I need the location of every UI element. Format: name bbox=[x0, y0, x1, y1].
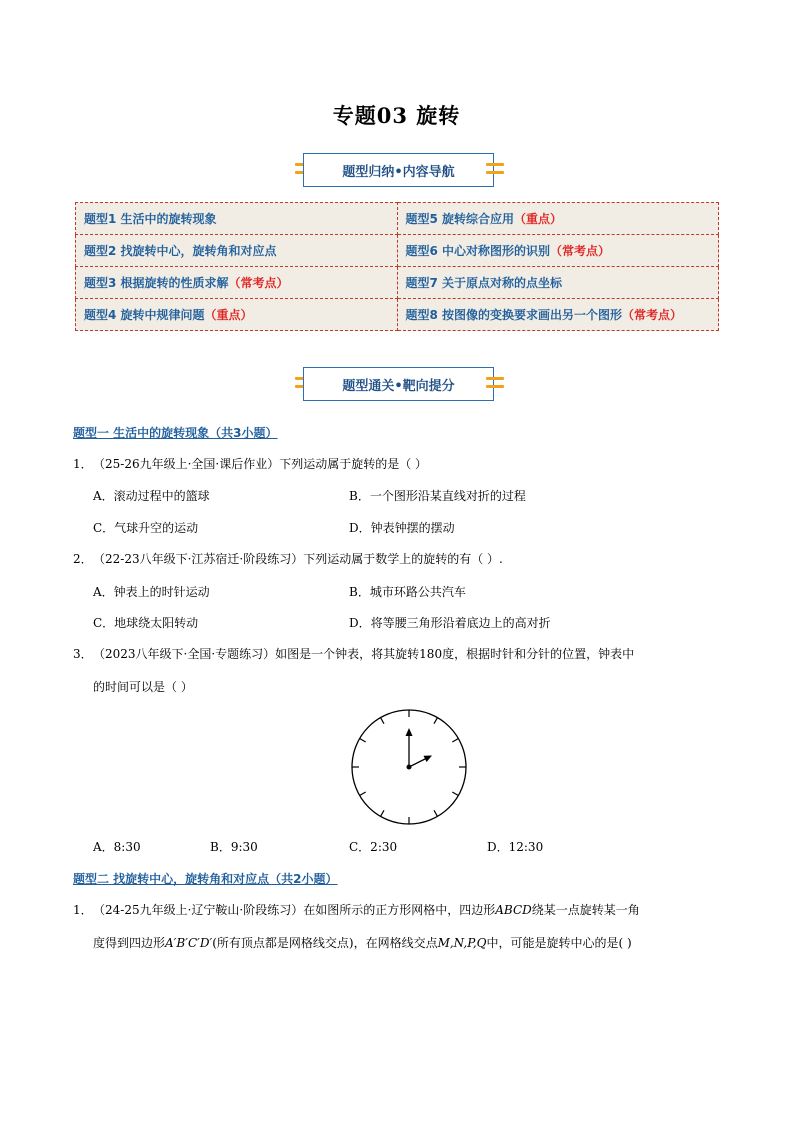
category-cell: 题型2 找旋转中心，旋转角和对应点 bbox=[76, 235, 398, 267]
nav-banner-label: 题型通关•靶向提分 bbox=[342, 378, 455, 394]
option-b: B．9:30 bbox=[210, 840, 258, 854]
page-title: 专题03 旋转 bbox=[332, 103, 461, 128]
question-3-continued: 的时间可以是（ ） bbox=[93, 680, 193, 694]
question-3: 3．（2023八年级下·全国·专题练习）如图是一个钟表，将其旋转180度，根据时针和分针的位置，钟表中 bbox=[73, 647, 635, 661]
option-c: C．气球升空的运动 bbox=[93, 521, 199, 535]
right-decoration-icon bbox=[486, 162, 504, 176]
category-table bbox=[75, 202, 719, 331]
section-heading: 题型二 找旋转中心，旋转角和对应点（共2小题） bbox=[73, 872, 338, 886]
question-1: 1．（25-26九年级上·全国·课后作业）下列运动属于旋转的是（ ） bbox=[73, 457, 428, 471]
option-a: A．滚动过程中的篮球 bbox=[93, 489, 210, 503]
option-c: C．地球绕太阳转动 bbox=[93, 616, 199, 630]
section-heading: 题型一 生活中的旋转现象（共3小题） bbox=[73, 426, 278, 440]
category-cell: 题型3 根据旋转的性质求解（常考点） bbox=[76, 267, 398, 299]
category-cell: 题型7 关于原点对称的点坐标 bbox=[397, 267, 719, 299]
option-a: A．钟表上的时针运动 bbox=[93, 585, 210, 599]
category-cell: 题型5 旋转综合应用（重点） bbox=[397, 203, 719, 235]
nav-banner-content-guide bbox=[303, 153, 494, 187]
question-1-continued: 度得到四边形A′B′C′D′(所有顶点都是网格线交点)，在网格线交点M,N,P,Q中，可能是旋转中心的是( ) bbox=[93, 936, 632, 950]
option-b: B．一个图形沿某直线对折的过程 bbox=[349, 489, 526, 503]
table-row bbox=[76, 235, 719, 267]
table-row bbox=[76, 203, 719, 235]
table-row bbox=[76, 299, 719, 331]
option-d: D．将等腰三角形沿着底边上的高对折 bbox=[349, 616, 551, 630]
nav-banner-label: 题型归纳•内容导航 bbox=[342, 164, 455, 180]
clock-figure bbox=[347, 708, 471, 828]
category-cell: 题型6 中心对称图形的识别（常考点） bbox=[397, 235, 719, 267]
option-d: D．钟表钟摆的摆动 bbox=[349, 521, 455, 535]
option-d: D．12:30 bbox=[487, 840, 544, 854]
option-a: A．8:30 bbox=[93, 840, 141, 854]
category-cell: 题型4 旋转中规律问题（重点） bbox=[76, 299, 398, 331]
clock-center bbox=[407, 765, 412, 770]
table-row bbox=[76, 267, 719, 299]
question-1: 1．（24-25九年级上·辽宁鞍山·阶段练习）在如图所示的正方形网格中，四边形ABCD绕某一点旋转某一角 bbox=[73, 903, 640, 917]
question-2: 2．（22-23八年级下·江苏宿迁·阶段练习）下列运动属于数学上的旋转的有（ ）. bbox=[73, 552, 503, 566]
category-cell: 题型1 生活中的旋转现象 bbox=[76, 203, 398, 235]
category-cell: 题型8 按图像的变换要求画出另一个图形（常考点） bbox=[397, 299, 719, 331]
option-c: C．2:30 bbox=[349, 840, 398, 854]
option-b: B．城市环路公共汽车 bbox=[349, 585, 466, 599]
nav-banner-practice bbox=[303, 367, 494, 401]
right-decoration-icon bbox=[486, 376, 504, 390]
minute-hand-arrow-icon bbox=[406, 728, 413, 736]
